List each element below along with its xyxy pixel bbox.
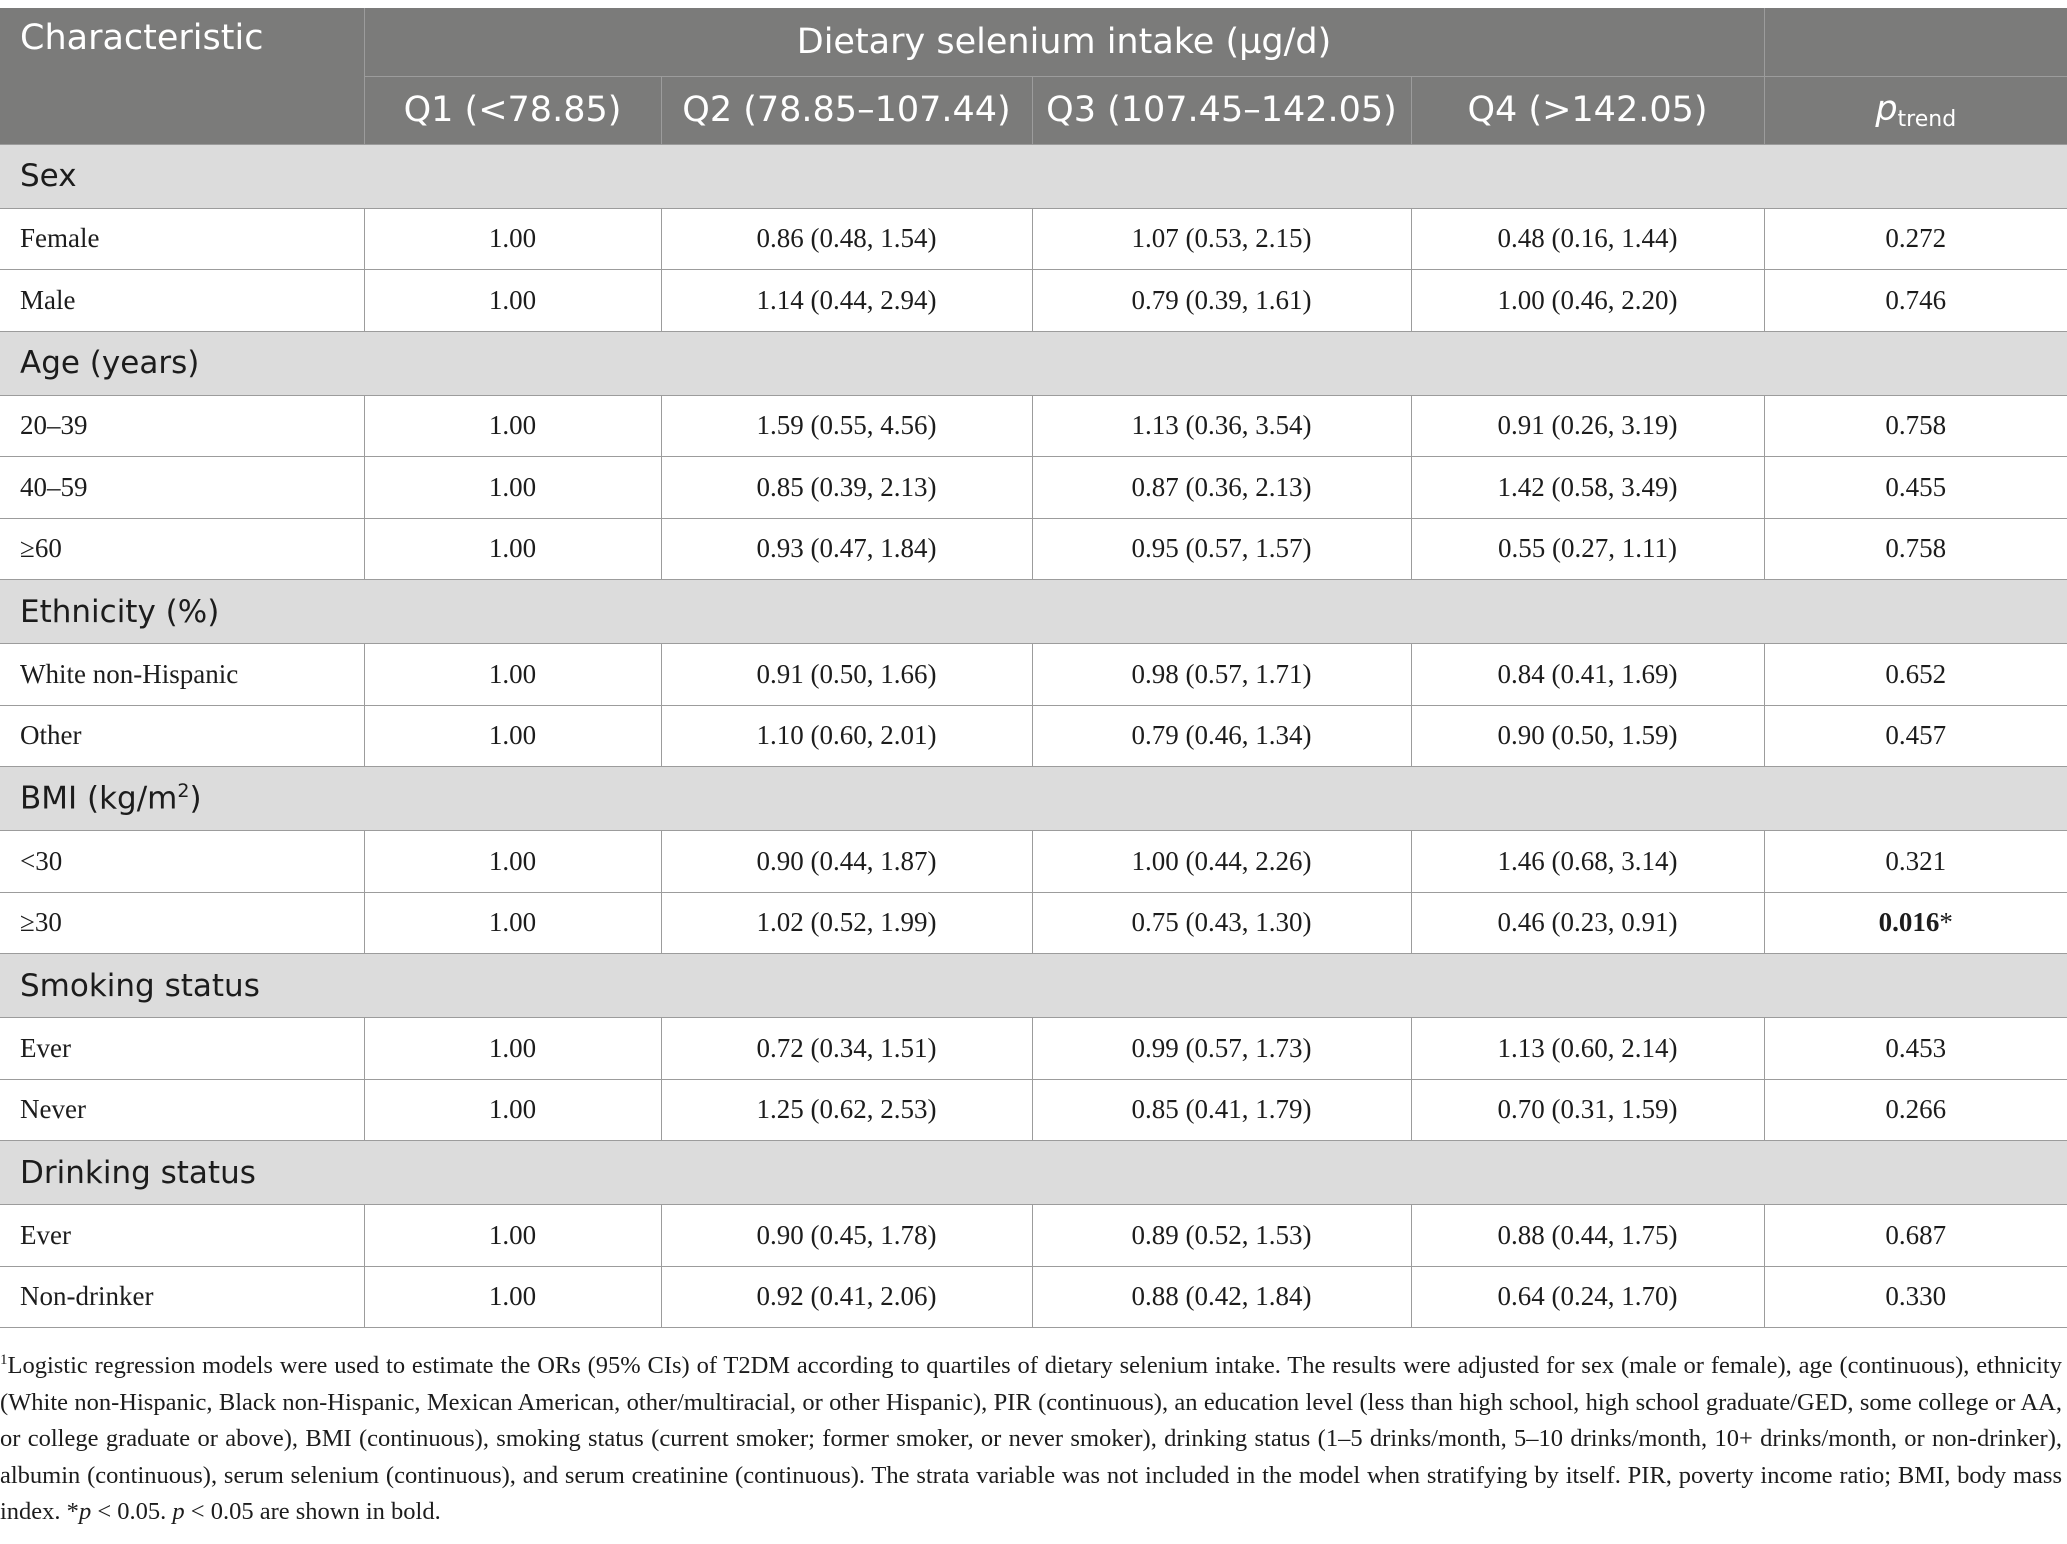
table-row — [0, 457, 2067, 519]
table-row — [0, 831, 2067, 893]
row-label: Ever — [0, 1205, 364, 1267]
table-row — [0, 705, 2067, 767]
table-row — [0, 208, 2067, 270]
p-trend-cell — [1764, 1079, 2067, 1141]
p-trend-cell — [1764, 457, 2067, 519]
q2-odds-ratio-cell: 0.92 (0.41, 2.06) — [661, 1266, 1032, 1328]
q3-odds-ratio-cell: 0.89 (0.52, 1.53) — [1032, 1205, 1411, 1267]
q4-odds-ratio-cell: 1.42 (0.58, 3.49) — [1411, 457, 1764, 519]
table-footnote — [0, 1342, 2062, 1531]
section-title — [0, 331, 2067, 395]
q2-odds-ratio-cell: 1.25 (0.62, 2.53) — [661, 1079, 1032, 1141]
q4-odds-ratio-cell: 0.46 (0.23, 0.91) — [1411, 892, 1764, 954]
footnote-marker: 1 — [0, 1352, 8, 1368]
p-trend-cell — [1764, 270, 2067, 332]
p-trend-cell — [1764, 1018, 2067, 1080]
footnote-p-italic: p — [172, 1498, 185, 1526]
table-row — [0, 892, 2067, 954]
p-trend-value: 0.746 — [1885, 284, 1947, 315]
p-trend-value: 0.687 — [1885, 1219, 1947, 1250]
p-trend-value: 0.321 — [1885, 845, 1947, 876]
q3-odds-ratio-cell: 0.99 (0.57, 1.73) — [1032, 1018, 1411, 1080]
p-trend-value: 0.453 — [1885, 1032, 1947, 1063]
q1-odds-ratio-cell: 1.00 — [364, 1079, 661, 1141]
q3-odds-ratio-cell: 0.85 (0.41, 1.79) — [1032, 1079, 1411, 1141]
row-label: Female — [0, 208, 364, 270]
table-row — [0, 1018, 2067, 1080]
p-trend-cell — [1764, 644, 2067, 706]
row-label: 20–39 — [0, 395, 364, 457]
p-trend-cell — [1764, 208, 2067, 270]
q3-odds-ratio-cell: 0.87 (0.36, 2.13) — [1032, 457, 1411, 519]
p-trend-cell — [1764, 1266, 2067, 1328]
p-trend-value: 0.652 — [1885, 658, 1947, 689]
row-label: ≥30 — [0, 892, 364, 954]
p-trend-cell — [1764, 892, 2067, 954]
section-title-text: Smoking status — [20, 967, 260, 1004]
q1-odds-ratio-cell: 1.00 — [364, 1266, 661, 1328]
q4-odds-ratio-cell: 0.55 (0.27, 1.11) — [1411, 518, 1764, 580]
section-row — [0, 1141, 2067, 1205]
q4-odds-ratio-cell: 0.90 (0.50, 1.59) — [1411, 705, 1764, 767]
table-header — [0, 8, 2067, 144]
row-label: Other — [0, 705, 364, 767]
section-row — [0, 331, 2067, 395]
q4-odds-ratio-cell: 1.00 (0.46, 2.20) — [1411, 270, 1764, 332]
section-title-text: Ethnicity (%) — [20, 593, 220, 630]
table-row — [0, 270, 2067, 332]
table-body — [0, 144, 2067, 1328]
q1-header: Q1 (<78.85) — [364, 76, 661, 144]
q1-odds-ratio-cell: 1.00 — [364, 1205, 661, 1267]
q3-odds-ratio-cell: 0.75 (0.43, 1.30) — [1032, 892, 1411, 954]
section-title — [0, 1141, 2067, 1205]
q2-odds-ratio-cell: 0.91 (0.50, 1.66) — [661, 644, 1032, 706]
row-label: Non-drinker — [0, 1266, 364, 1328]
q3-odds-ratio-cell: 1.00 (0.44, 2.26) — [1032, 831, 1411, 893]
q2-odds-ratio-cell: 0.72 (0.34, 1.51) — [661, 1018, 1032, 1080]
q2-odds-ratio-cell: 1.10 (0.60, 2.01) — [661, 705, 1032, 767]
q3-odds-ratio-cell: 0.79 (0.46, 1.34) — [1032, 705, 1411, 767]
p-trend-cell — [1764, 831, 2067, 893]
table-row — [0, 518, 2067, 580]
p-trend-value: 0.266 — [1885, 1094, 1947, 1125]
section-row — [0, 767, 2067, 831]
table-row — [0, 644, 2067, 706]
row-label: 40–59 — [0, 457, 364, 519]
p-trend-value: 0.758 — [1885, 533, 1947, 564]
table-row — [0, 1079, 2067, 1141]
section-title-text: Drinking status — [20, 1154, 256, 1191]
p-trend-value: 0.272 — [1885, 223, 1947, 254]
p-trend-value: 0.455 — [1885, 471, 1947, 502]
section-row — [0, 144, 2067, 208]
p-trend-cell — [1764, 705, 2067, 767]
q1-odds-ratio-cell: 1.00 — [364, 1018, 661, 1080]
q3-odds-ratio-cell: 0.79 (0.39, 1.61) — [1032, 270, 1411, 332]
section-title — [0, 767, 2067, 831]
q2-odds-ratio-cell: 0.90 (0.45, 1.78) — [661, 1205, 1032, 1267]
section-title-text: BMI (kg/m — [20, 780, 178, 817]
q4-odds-ratio-cell: 0.84 (0.41, 1.69) — [1411, 644, 1764, 706]
row-label: Ever — [0, 1018, 364, 1080]
footnote-significance: < 0.05. — [91, 1498, 173, 1526]
q4-odds-ratio-cell: 0.91 (0.26, 3.19) — [1411, 395, 1764, 457]
p-trend-value: 0.758 — [1885, 410, 1947, 441]
q3-odds-ratio-cell: 0.88 (0.42, 1.84) — [1032, 1266, 1411, 1328]
characteristic-header: Characteristic — [0, 8, 364, 144]
q3-odds-ratio-cell: 1.07 (0.53, 2.15) — [1032, 208, 1411, 270]
q4-header: Q4 (>142.05) — [1411, 76, 1764, 144]
q1-odds-ratio-cell: 1.00 — [364, 270, 661, 332]
p-trend-value: 0.016 — [1878, 907, 1940, 938]
section-title-superscript: 2 — [177, 780, 190, 803]
p-trend-header — [1764, 76, 2067, 144]
empty-header-cell — [1764, 8, 2067, 76]
q3-odds-ratio-cell: 0.95 (0.57, 1.57) — [1032, 518, 1411, 580]
q4-odds-ratio-cell: 0.48 (0.16, 1.44) — [1411, 208, 1764, 270]
q1-odds-ratio-cell: 1.00 — [364, 892, 661, 954]
results-table — [0, 8, 2067, 1328]
q2-odds-ratio-cell: 0.85 (0.39, 2.13) — [661, 457, 1032, 519]
table-row — [0, 1266, 2067, 1328]
table-row — [0, 1205, 2067, 1267]
q1-odds-ratio-cell: 1.00 — [364, 457, 661, 519]
q1-odds-ratio-cell: 1.00 — [364, 644, 661, 706]
q1-odds-ratio-cell: 1.00 — [364, 705, 661, 767]
section-title-text: Sex — [20, 158, 77, 194]
q2-odds-ratio-cell: 1.02 (0.52, 1.99) — [661, 892, 1032, 954]
footnote-p-italic: p — [78, 1498, 92, 1526]
q2-header: Q2 (78.85–107.44) — [661, 76, 1032, 144]
q2-odds-ratio-cell: 0.93 (0.47, 1.84) — [661, 518, 1032, 580]
p-trend-value: 0.457 — [1885, 720, 1947, 751]
q2-odds-ratio-cell: 0.90 (0.44, 1.87) — [661, 831, 1032, 893]
q3-odds-ratio-cell: 1.13 (0.36, 3.54) — [1032, 395, 1411, 457]
p-trend-cell — [1764, 395, 2067, 457]
section-title — [0, 144, 2067, 208]
q4-odds-ratio-cell: 1.46 (0.68, 3.14) — [1411, 831, 1764, 893]
q1-odds-ratio-cell: 1.00 — [364, 831, 661, 893]
p-trend-cell — [1764, 518, 2067, 580]
footnote-text: Logistic regression models were used to estimate the ORs (95% CIs) of T2DM according to quartiles of dietary selenium intake. The results were adjusted for sex (male or female), age (continuous), ethnicity (White non-Hispanic, Black non-Hispanic, Mexican American, other/multiracial, or other Hispanic), PIR (continuous), an education level (less than high school, high school graduate/GED, some college or AA, or college graduate or above), BMI (continuous), smoking status (current smoker; former smoker, or never smoker), drinking status (1–5 drinks/month, 5–10 drinks/month, 10+ drinks/month, or non-drinker), albumin (continuous), serum selenium (continuous), and serum creatinine (continuous). The strata variable was not included in the model when stratifying by itself. PIR, poverty income ratio; BMI, body mass index. * — [0, 1352, 2062, 1526]
intake-group-header: Dietary selenium intake (µg/d) — [364, 8, 1764, 76]
row-label: White non-Hispanic — [0, 644, 364, 706]
q3-odds-ratio-cell: 0.98 (0.57, 1.71) — [1032, 644, 1411, 706]
p-trend-italic: p — [1875, 88, 1898, 129]
section-title-end: ) — [189, 780, 202, 817]
row-label: ≥60 — [0, 518, 364, 580]
q4-odds-ratio-cell: 0.70 (0.31, 1.59) — [1411, 1079, 1764, 1141]
section-row — [0, 954, 2067, 1018]
q1-odds-ratio-cell: 1.00 — [364, 208, 661, 270]
row-label: <30 — [0, 831, 364, 893]
p-trend-value: 0.330 — [1885, 1281, 1947, 1312]
section-title-text: Age (years) — [20, 345, 200, 381]
q4-odds-ratio-cell: 0.88 (0.44, 1.75) — [1411, 1205, 1764, 1267]
q1-odds-ratio-cell: 1.00 — [364, 395, 661, 457]
p-trend-cell — [1764, 1205, 2067, 1267]
section-title — [0, 954, 2067, 1018]
table-row — [0, 395, 2067, 457]
q4-odds-ratio-cell: 1.13 (0.60, 2.14) — [1411, 1018, 1764, 1080]
row-label: Never — [0, 1079, 364, 1141]
footnote-bold-note: < 0.05 are shown in bold. — [184, 1498, 441, 1526]
significance-mark: * — [1939, 907, 1953, 938]
row-label: Male — [0, 270, 364, 332]
section-title — [0, 580, 2067, 644]
p-trend-subscript: trend — [1897, 106, 1957, 132]
q4-odds-ratio-cell: 0.64 (0.24, 1.70) — [1411, 1266, 1764, 1328]
q1-odds-ratio-cell: 1.00 — [364, 518, 661, 580]
q2-odds-ratio-cell: 1.59 (0.55, 4.56) — [661, 395, 1032, 457]
section-row — [0, 580, 2067, 644]
q3-header: Q3 (107.45–142.05) — [1032, 76, 1411, 144]
q2-odds-ratio-cell: 0.86 (0.48, 1.54) — [661, 208, 1032, 270]
q2-odds-ratio-cell: 1.14 (0.44, 2.94) — [661, 270, 1032, 332]
